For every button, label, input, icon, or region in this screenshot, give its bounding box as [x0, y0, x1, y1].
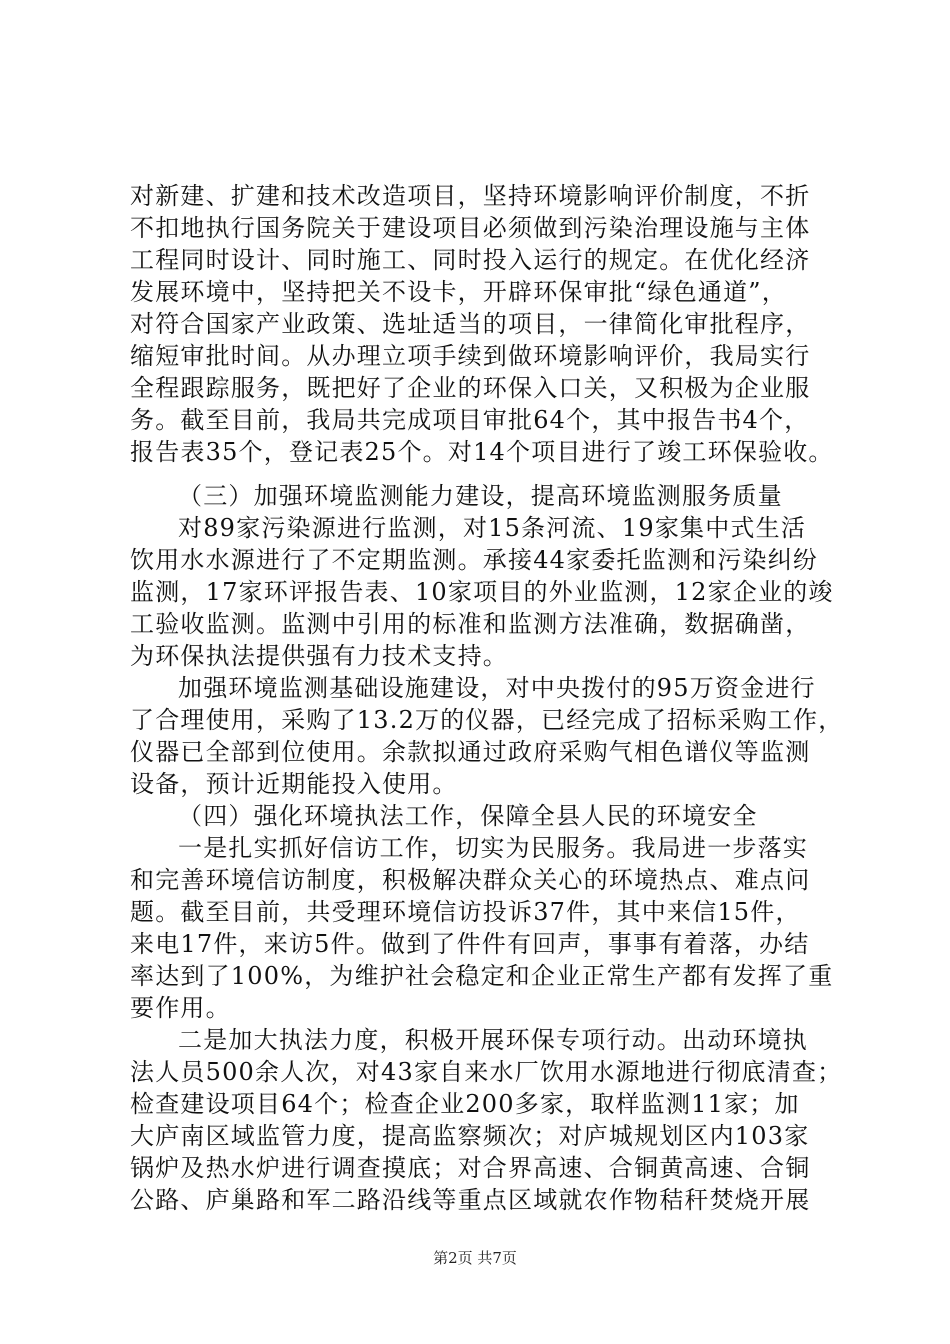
text-line: 对89家污染源进行监测，对15条河流、19家集中式生活 — [178, 514, 807, 542]
text-line: 监测，17家环评报告表、10家项目的外业监测，12家企业的竣 — [130, 578, 834, 606]
text-line: 缩短审批时间。从办理立项手续到做环境影响评价，我局实行 — [130, 342, 811, 370]
text-line: 大庐南区域监管力度，提高监察频次；对庐城规划区内103家 — [130, 1122, 810, 1150]
text-line: 工验收监测。监测中引用的标准和监测方法准确，数据确凿， — [130, 610, 811, 638]
text-line: 了合理使用，采购了13.2万的仪器，已经完成了招标采购工作， — [130, 706, 844, 734]
text-line: 一是扎实抓好信访工作，切实为民服务。我局进一步落实 — [178, 834, 808, 862]
text-line: 工程同时设计、同时施工、同时投入运行的规定。在优化经济 — [130, 246, 811, 274]
text-line: 加强环境监测基础设施建设，对中央拨付的95万资金进行 — [178, 674, 816, 702]
text-line: 二是加大执法力度，积极开展环保专项行动。出动环境执 — [178, 1026, 808, 1054]
section-heading: （三）加强环境监测能力建设，提高环境监测服务质量 — [178, 482, 783, 510]
text-line: 锅炉及热水炉进行调查摸底；对合界高速、合铜黄高速、合铜 — [130, 1154, 811, 1182]
text-line: 务。截至目前，我局共完成项目审批64个，其中报告书4个， — [130, 406, 810, 434]
text-line: 全程跟踪服务，既把好了企业的环保入口关，又积极为企业服 — [130, 374, 811, 402]
text-line: 发展环境中，坚持把关不设卡，开辟环保审批“绿色通道”， — [130, 278, 787, 306]
text-line: 对符合国家产业政策、选址适当的项目，一律简化审批程序， — [130, 310, 811, 338]
text-line: 为环保执法提供强有力技术支持。 — [130, 642, 508, 670]
text-line: 公路、庐巢路和军二路沿线等重点区域就农作物秸秆焚烧开展 — [130, 1186, 811, 1214]
text-line: 要作用。 — [130, 994, 231, 1022]
text-line: 检查建设项目64个；检查企业200多家，取样监测11家；加 — [130, 1090, 800, 1118]
page-footer: 第2页 共7页 — [433, 1249, 517, 1267]
section-heading: （四）强化环境执法工作，保障全县人民的环境安全 — [178, 802, 758, 830]
text-line: 仪器已全部到位使用。余款拟通过政府采购气相色谱仪等监测 — [130, 738, 811, 766]
text-line: 率达到了100%，为维护社会稳定和企业正常生产都有发挥了重 — [130, 962, 834, 990]
text-line: 来电17件，来访5件。做到了件件有回声，事事有着落，办结 — [130, 930, 810, 958]
text-line: 饮用水水源进行了不定期监测。承接44家委托监测和污染纠纷 — [130, 546, 819, 574]
text-line: 法人员500余人次，对43家自来水厂饮用水源地进行彻底清查； — [130, 1058, 843, 1086]
text-line: 题。截至目前，共受理环境信访投诉37件，其中来信15件， — [130, 898, 801, 926]
text-line: 报告表35个，登记表25个。对14个项目进行了竣工环保验收。 — [130, 438, 834, 466]
text-line: 设备，预计近期能投入使用。 — [130, 770, 458, 798]
text-line: 和完善环境信访制度，积极解决群众关心的环境热点、难点问 — [130, 866, 811, 894]
text-line: 不扣地执行国务院关于建设项目必须做到污染治理设施与主体 — [130, 214, 811, 242]
text-line: 对新建、扩建和技术改造项目，坚持环境影响评价制度，不折 — [130, 182, 811, 210]
